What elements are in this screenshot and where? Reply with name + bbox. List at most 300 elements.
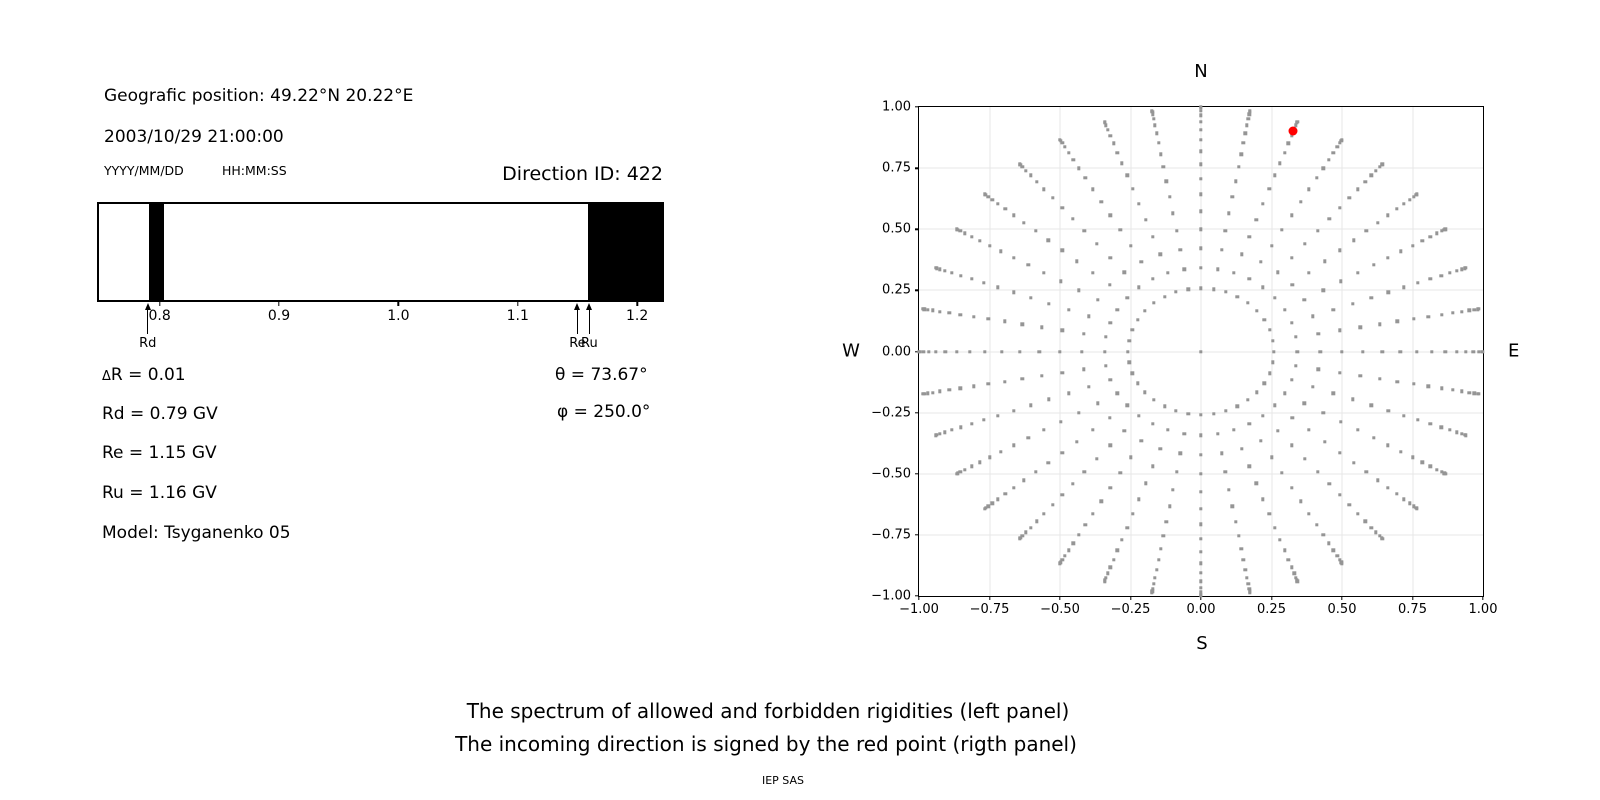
grid-dot [1327, 217, 1330, 220]
grid-dot [943, 269, 946, 272]
grid-dot [1396, 320, 1399, 323]
y-axis-tick [915, 595, 919, 596]
grid-dot [938, 390, 941, 393]
grid-dot [955, 350, 958, 353]
grid-dot [1444, 228, 1447, 231]
grid-dot [978, 239, 981, 242]
grid-dot [1448, 428, 1451, 431]
grid-dot [1024, 531, 1027, 534]
grid-dot [1242, 141, 1245, 144]
grid-dot [987, 317, 990, 320]
grid-dot [1109, 378, 1112, 381]
grid-dot [1166, 271, 1169, 274]
y-axis-tick-label: −1.00 [871, 588, 911, 604]
grid-dot [1395, 492, 1398, 495]
grid-dot [1268, 371, 1271, 374]
grid-dot [1144, 482, 1147, 485]
grid-dot [1316, 470, 1319, 473]
grid-dot [1335, 554, 1338, 557]
spectrum-tick [636, 302, 637, 306]
credit-label: IEP SAS [761, 774, 805, 787]
grid-dot [1118, 228, 1121, 231]
grid-dot [1151, 277, 1154, 280]
grid-dot [1464, 350, 1467, 353]
grid-dot [1370, 174, 1373, 177]
grid-dot [1332, 308, 1335, 311]
grid-dot [1246, 398, 1249, 401]
grid-dot [1058, 350, 1061, 353]
grid-dot [1291, 283, 1294, 286]
grid-dot [1091, 428, 1094, 431]
y-axis-tick [915, 290, 919, 291]
grid-dot [999, 250, 1002, 253]
grid-dot [1332, 549, 1335, 552]
grid-dot [1095, 242, 1098, 245]
grid-dot [1087, 385, 1090, 388]
grid-dot [1199, 114, 1202, 117]
grid-dot [1283, 308, 1286, 311]
grid-dot [1439, 274, 1442, 277]
grid-dot [1136, 318, 1139, 321]
grid-dot [1242, 558, 1245, 561]
grid-dot [1316, 229, 1319, 232]
grid-dot [1199, 490, 1202, 493]
y-axis-tick [915, 106, 919, 107]
grid-dot [1287, 558, 1290, 561]
grid-dot [1060, 329, 1063, 332]
grid-dot [1100, 200, 1103, 203]
grid-dot [1307, 512, 1310, 515]
grid-dot [1199, 210, 1202, 213]
grid-dot [1245, 576, 1248, 579]
grid-dot [1034, 470, 1037, 473]
grid-dot [1029, 526, 1032, 529]
grid-dot [1352, 461, 1355, 464]
grid-dot [1464, 433, 1467, 436]
grid-dot [1273, 526, 1276, 529]
grid-dot [1338, 371, 1341, 374]
grid-dot [1290, 321, 1293, 324]
grid-dot [1012, 214, 1015, 217]
grid-dot [1255, 218, 1258, 221]
y-axis-tick-label: 1.00 [882, 99, 911, 115]
x-axis-tick [1059, 596, 1060, 600]
grid-dot [1063, 554, 1066, 557]
grid-dot [950, 428, 953, 431]
grid-dot [1340, 562, 1343, 565]
grid-dot [1248, 109, 1251, 112]
grid-dot [1460, 390, 1463, 393]
y-axis-tick-label: −0.25 [871, 405, 911, 421]
grid-dot [1271, 361, 1274, 364]
grid-dot [1290, 486, 1293, 489]
grid-dot [1131, 512, 1134, 515]
x-axis-tick-label: 0.50 [1327, 602, 1357, 617]
grid-dot [1058, 562, 1061, 565]
grid-dot [959, 387, 962, 390]
datetime-label: 2003/10/29 21:00:00 [104, 127, 284, 147]
grid-dot [1199, 562, 1202, 565]
grid-dot [983, 350, 986, 353]
grid-dot [1332, 392, 1335, 395]
x-axis-tick-label: 0.25 [1257, 602, 1286, 617]
grid-dot [1321, 533, 1324, 536]
grid-dot [1468, 309, 1471, 312]
grid-dot [1317, 368, 1320, 371]
compass-east-label: E [1508, 340, 1520, 362]
grid-dot [1271, 339, 1274, 342]
grid-dot [1042, 188, 1045, 191]
grid-dot [1157, 558, 1160, 561]
grid-dot [1082, 332, 1085, 335]
direction-plot-area [871, 99, 1498, 617]
grid-dot [1047, 302, 1050, 305]
grid-dot [982, 418, 985, 421]
grid-dot [1283, 151, 1286, 154]
x-axis-tick-label: 0.75 [1398, 602, 1427, 617]
grid-dot [1131, 187, 1134, 190]
y-axis-tick-label: 0.00 [882, 344, 911, 359]
grid-dot [1083, 229, 1086, 232]
grid-dot [1299, 500, 1302, 503]
grid-dot [1339, 280, 1342, 283]
grid-dot [1273, 404, 1276, 407]
grid-dot [1084, 523, 1087, 526]
grid-dot [1091, 188, 1094, 191]
grid-dot [1399, 250, 1402, 253]
grid-dot [1136, 381, 1139, 384]
grid-dot [1143, 390, 1146, 393]
grid-dot [1261, 414, 1264, 417]
grid-dot [1323, 440, 1326, 443]
grid-dot [1029, 296, 1032, 299]
grid-dot [1183, 432, 1186, 435]
grid-dot [1047, 398, 1050, 401]
grid-dot [1171, 212, 1174, 215]
grid-dot [1125, 174, 1128, 177]
compass-north-label: N [1194, 61, 1208, 82]
grid-dot [1227, 212, 1230, 215]
grid-dot [1027, 436, 1030, 439]
grid-dot [959, 274, 962, 277]
grid-dot [1315, 176, 1318, 179]
grid-dot [1402, 286, 1405, 289]
y-axis-tick [915, 534, 919, 535]
compass-south-label: S [1196, 633, 1208, 654]
grid-dot [1029, 174, 1032, 177]
grid-dot [1481, 350, 1484, 353]
grid-dot [1435, 232, 1438, 235]
grid-dot [1376, 479, 1379, 482]
grid-dot [1370, 296, 1373, 299]
grid-dot [1240, 253, 1243, 256]
y-axis-tick [915, 229, 919, 230]
grid-dot [1151, 422, 1154, 425]
grid-dot [1199, 413, 1202, 416]
grid-dot [1163, 405, 1166, 408]
grid-dot [1402, 414, 1405, 417]
spectrum-tick-label: 0.9 [267, 308, 291, 324]
grid-dot [1003, 320, 1006, 323]
x-axis-tick [1412, 596, 1413, 600]
grid-dot [1071, 217, 1074, 220]
grid-dot [1187, 412, 1190, 415]
grid-dot [1232, 428, 1235, 431]
grid-dot [1100, 500, 1103, 503]
grid-dot [1144, 218, 1147, 221]
grid-dot [1199, 350, 1202, 353]
grid-dot [1292, 572, 1295, 575]
grid-dot [1143, 309, 1146, 312]
grid-dot [1137, 414, 1140, 417]
grid-dot [1077, 166, 1080, 169]
grid-dot [1290, 566, 1293, 569]
grid-dot [1416, 418, 1419, 421]
grid-dot [1012, 409, 1015, 412]
direction-id-title: Direction ID: 422 [502, 163, 663, 185]
grid-dot [1125, 526, 1128, 529]
grid-dot [1127, 339, 1130, 342]
grid-dot [968, 350, 971, 353]
grid-dot [922, 307, 925, 310]
grid-dot [1460, 310, 1463, 313]
grid-dot [1224, 409, 1227, 412]
grid-dot [1283, 549, 1286, 552]
grid-dot [1280, 471, 1283, 474]
grid-dot [1396, 380, 1399, 383]
grid-dot [1359, 374, 1362, 377]
grid-dot [1108, 416, 1111, 419]
grid-dot [1029, 404, 1032, 407]
grid-dot [1129, 244, 1132, 247]
grid-dot [1356, 428, 1359, 431]
forbidden-band [588, 204, 662, 300]
grid-dot [1060, 493, 1063, 496]
grid-dot [948, 388, 951, 391]
spectrum-tick-label: 1.0 [387, 308, 410, 324]
grid-dot [1468, 391, 1471, 394]
grid-dot [1427, 385, 1430, 388]
grid-dot [1150, 109, 1153, 112]
grid-dot [999, 450, 1002, 453]
grid-dot [1095, 457, 1098, 460]
grid-dot [1352, 239, 1355, 242]
grid-dot [996, 414, 999, 417]
grid-dot [1059, 280, 1062, 283]
gridline-horizontal [919, 168, 1483, 169]
grid-dot [1270, 456, 1273, 459]
grid-dot [1321, 289, 1324, 292]
grid-dot [991, 198, 994, 201]
grid-dot [1263, 381, 1266, 384]
grid-dot [1155, 568, 1158, 571]
grid-dot [1386, 256, 1389, 259]
marker-label-ru: Ru [581, 336, 598, 351]
grid-dot [1123, 271, 1126, 274]
grid-dot [943, 431, 946, 434]
grid-dot [1294, 364, 1297, 367]
grid-dot [1212, 412, 1215, 415]
spectrum-tick [398, 302, 399, 306]
grid-dot [1021, 323, 1024, 326]
grid-dot [1232, 271, 1235, 274]
grid-dot [1077, 533, 1080, 536]
grid-dot [1060, 206, 1063, 209]
time-format-hint: HH:MM:SS [222, 163, 287, 178]
grid-dot [1248, 235, 1251, 238]
grid-dot [1116, 549, 1119, 552]
grid-dot [1035, 520, 1038, 523]
grid-dot [1108, 283, 1111, 286]
grid-dot [1370, 526, 1373, 529]
grid-dot [1109, 134, 1112, 137]
grid-dot [1415, 350, 1418, 353]
grid-dot [1174, 290, 1177, 293]
grid-dot [1199, 193, 1202, 196]
grid-dot [1247, 117, 1250, 120]
grid-dot [1261, 497, 1264, 500]
grid-dot [1120, 162, 1123, 165]
grid-dot [1140, 439, 1143, 442]
grid-dot [1444, 350, 1447, 353]
grid-dot [1077, 411, 1080, 414]
grid-dot [1035, 180, 1038, 183]
grid-dot [1427, 315, 1430, 318]
grid-dot [1127, 361, 1130, 364]
grid-dot [1109, 486, 1112, 489]
grid-dot [1415, 193, 1418, 196]
grid-dot [1227, 488, 1230, 491]
grid-dot [1152, 301, 1155, 304]
grid-dot [1216, 432, 1219, 435]
grid-dot [1171, 488, 1174, 491]
grid-dot [1276, 429, 1279, 432]
grid-dot [1137, 497, 1140, 500]
marker-arrow-rd [145, 303, 151, 334]
grid-dot [963, 232, 966, 235]
y-axis-tick-label: 0.50 [882, 221, 911, 237]
grid-dot [926, 308, 929, 311]
grid-dot [1386, 214, 1389, 217]
grid-dot [1116, 151, 1119, 154]
grid-dot [1034, 229, 1037, 232]
grid-dot [1411, 244, 1414, 247]
delta-r-text: R = 0.01 [110, 365, 186, 385]
grid-dot [1140, 260, 1143, 263]
grid-dot [1131, 371, 1134, 374]
grid-dot [1351, 398, 1354, 401]
grid-dot [1290, 214, 1293, 217]
grid-dot [1244, 568, 1247, 571]
grid-dot [938, 310, 941, 313]
grid-dot [996, 286, 999, 289]
re-value: Re = 1.15 GV [102, 443, 217, 463]
grid-dot [959, 426, 962, 429]
grid-dot [1159, 547, 1162, 550]
grid-dot [1296, 350, 1299, 353]
grid-dot [1051, 503, 1054, 506]
grid-dot [1131, 328, 1134, 331]
grid-dot [1018, 162, 1021, 165]
grid-dot [1303, 298, 1306, 301]
grid-dot [1412, 317, 1415, 320]
grid-dot [1338, 249, 1341, 252]
grid-dot [1348, 503, 1351, 506]
grid-dot [1370, 404, 1373, 407]
x-axis-tick [1271, 596, 1272, 600]
grid-dot [988, 456, 991, 459]
grid-dot [1199, 537, 1202, 540]
grid-dot [1000, 350, 1003, 353]
spectrum-tick-label: 0.8 [148, 308, 171, 324]
grid-dot [1318, 350, 1321, 353]
grid-dot [1116, 392, 1119, 395]
grid-dot [1455, 269, 1458, 272]
grid-dot [1072, 542, 1075, 545]
grid-dot [1152, 398, 1155, 401]
x-axis-tick-label: 0.00 [1186, 602, 1216, 617]
grid-dot [1075, 260, 1078, 263]
grid-dot [1381, 350, 1384, 353]
grid-dot [1311, 314, 1314, 317]
grid-dot [1411, 456, 1414, 459]
grid-dot [963, 468, 966, 471]
grid-dot [1321, 166, 1324, 169]
grid-dot [970, 277, 973, 280]
grid-dot [1294, 335, 1297, 338]
grid-dot [1451, 311, 1454, 314]
grid-dot [1307, 188, 1310, 191]
grid-dot [1126, 350, 1129, 353]
grid-dot [1082, 368, 1085, 371]
grid-dot [955, 472, 958, 475]
grid-dot [1378, 377, 1381, 380]
grid-dot [1267, 187, 1270, 190]
grid-dot [1399, 450, 1402, 453]
grid-dot [1338, 493, 1341, 496]
delta-r-value [102, 365, 186, 385]
grid-dot [1157, 141, 1160, 144]
grid-dot [1159, 253, 1162, 256]
grid-dot [1027, 263, 1030, 266]
grid-dot [1163, 295, 1166, 298]
grid-dot [1464, 266, 1467, 269]
grid-dot [926, 392, 929, 395]
grid-dot [1444, 472, 1447, 475]
grid-dot [1455, 350, 1458, 353]
grid-dot [1012, 486, 1015, 489]
grid-dot [1339, 420, 1342, 423]
grid-dot [959, 313, 962, 316]
grid-dot [1151, 465, 1154, 468]
grid-dot [1087, 314, 1090, 317]
grid-dot [938, 432, 941, 435]
marker-arrow-re [574, 303, 580, 334]
grid-dot [1315, 523, 1318, 526]
grid-dot [1199, 228, 1202, 231]
grid-dot [1248, 465, 1251, 468]
grid-dot [1259, 439, 1262, 442]
grid-dot [1236, 295, 1239, 298]
grid-dot [938, 267, 941, 270]
y-axis-tick-label: −0.75 [871, 527, 911, 543]
grid-dot [1381, 537, 1384, 540]
grid-dot [1376, 221, 1379, 224]
grid-dot [1174, 409, 1177, 412]
grid-dot [978, 461, 981, 464]
grid-dot [1091, 271, 1094, 274]
grid-dot [1472, 350, 1475, 353]
